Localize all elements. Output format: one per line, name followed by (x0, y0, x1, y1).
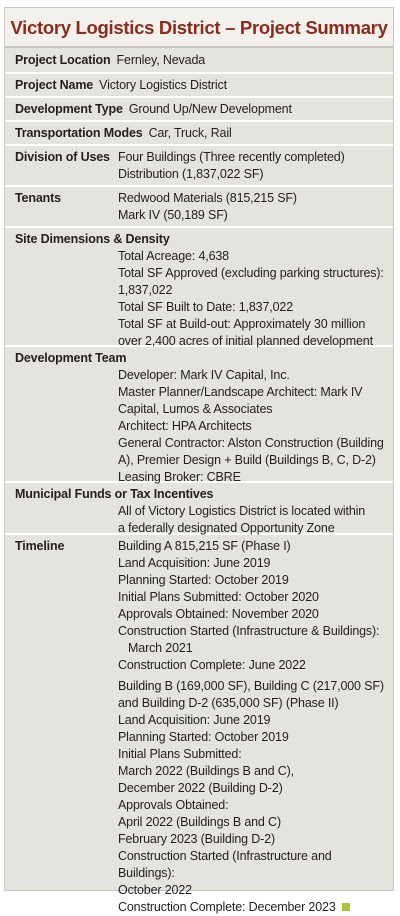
value-municipal-funds (15, 503, 389, 537)
timeline-line: Construction Started (Infrastructure & Buildings): (118, 624, 380, 638)
value-development-team (15, 367, 389, 486)
team-line: Leasing Broker: CBRE (118, 470, 241, 484)
project-summary-sidebar (4, 7, 394, 914)
row-municipal-funds (5, 483, 393, 535)
timeline-line: and Building D-2 (635,000 SF) (Phase II) (118, 696, 339, 710)
value-site-dimensions (15, 248, 389, 350)
timeline-line: December 2022 (Building D-2) (118, 781, 283, 795)
team-line: General Contractor: Alston Construction (Building (118, 436, 384, 450)
timeline-line: February 2023 (Building D-2) (118, 832, 275, 846)
site-line: Total SF at Build-out: Approximately 30 million (118, 317, 366, 331)
value-division-of-uses (118, 149, 389, 185)
timeline-line: April 2022 (Buildings B and C) (118, 815, 281, 829)
timeline-line: Approvals Obtained: November 2020 (118, 607, 319, 621)
timeline-line: Approvals Obtained: (118, 798, 229, 812)
timeline-line: March 2021 (128, 641, 193, 655)
value-tenants (118, 190, 389, 226)
timeline-line: Initial Plans Submitted: (118, 747, 242, 761)
label-timeline: Timeline (15, 539, 65, 553)
site-line: Total SF Approved (excluding parking structures): (118, 266, 384, 280)
timeline-line: Construction Started (Infrastructure and Buildings): (118, 849, 332, 880)
timeline-line: Building A 815,215 SF (Phase I) (118, 539, 291, 553)
timeline-line: Land Acquisition: June 2019 (118, 713, 271, 727)
site-line: Total Acreage: 4,638 (118, 249, 229, 263)
label-transportation-modes: Transportation Modes (15, 126, 143, 140)
row-timeline (5, 535, 393, 916)
row-transportation-modes (5, 122, 393, 146)
label-project-name: Project Name (15, 78, 94, 92)
row-project-name (5, 74, 393, 98)
value-timeline (118, 538, 389, 916)
timeline-line: Construction Complete: June 2022 (118, 658, 306, 672)
tenant-line: Mark IV (50,189 SF) (118, 208, 228, 222)
row-development-team (5, 347, 393, 483)
row-site-dimensions (5, 228, 393, 347)
label-development-team: Development Team (15, 351, 127, 365)
end-mark-icon (342, 903, 350, 911)
label-development-type: Development Type (15, 102, 123, 116)
row-project-location (5, 48, 393, 74)
label-municipal-funds: Municipal Funds or Tax Incentives (15, 487, 214, 501)
funds-line: a federally designated Opportunity Zone (118, 521, 335, 535)
timeline-line: Planning Started: October 2019 (118, 573, 289, 587)
label-tenants: Tenants (15, 191, 61, 205)
site-line: 1,837,022 (118, 283, 173, 297)
site-line: over 2,400 acres of initial planned development (118, 334, 373, 348)
timeline-line: Planning Started: October 2019 (118, 730, 289, 744)
timeline-line: Land Acquisition: June 2019 (118, 556, 271, 570)
timeline-line (118, 899, 389, 916)
timeline-phase-1 (118, 538, 389, 674)
sidebar-title: Victory Logistics District – Project Summary (5, 8, 393, 48)
timeline-final-text: Construction Complete: December 2023 (118, 900, 336, 914)
team-line: A), Premier Design + Build (Buildings B, C, D-2) (118, 453, 376, 467)
row-division-of-uses (5, 146, 393, 187)
label-site-dimensions: Site Dimensions & Density (15, 232, 170, 246)
timeline-line: Initial Plans Submitted: October 2020 (118, 590, 319, 604)
timeline-line: Building B (169,000 SF), Building C (217,000 SF) (118, 679, 384, 693)
team-line: Developer: Mark IV Capital, Inc. (118, 368, 290, 382)
value-project-name: Victory Logistics District (99, 78, 227, 92)
timeline-line: March 2022 (Buildings B and C), (118, 764, 294, 778)
team-line: Capital, Lumos & Associates (118, 402, 273, 416)
label-division-of-uses: Division of Uses (15, 150, 110, 164)
timeline-phase-2 (118, 674, 389, 916)
timeline-line: October 2022 (118, 883, 192, 897)
value-development-type: Ground Up/New Development (128, 102, 292, 116)
funds-line: All of Victory Logistics District is located within (118, 504, 366, 518)
uses-line: Four Buildings (Three recently completed) (118, 150, 345, 164)
tenant-line: Redwood Materials (815,215 SF) (118, 191, 297, 205)
row-development-type (5, 98, 393, 122)
team-line: Architect: HPA Architects (118, 419, 252, 433)
uses-line: Distribution (1,837,022 SF) (118, 167, 264, 181)
value-project-location: Fernley, Nevada (116, 53, 206, 67)
site-line: Total SF Built to Date: 1,837,022 (118, 300, 294, 314)
row-tenants (5, 187, 393, 228)
label-project-location: Project Location (15, 53, 111, 67)
value-transportation-modes: Car, Truck, Rail (148, 126, 232, 140)
team-line: Master Planner/Landscape Architect: Mark IV (118, 385, 363, 399)
